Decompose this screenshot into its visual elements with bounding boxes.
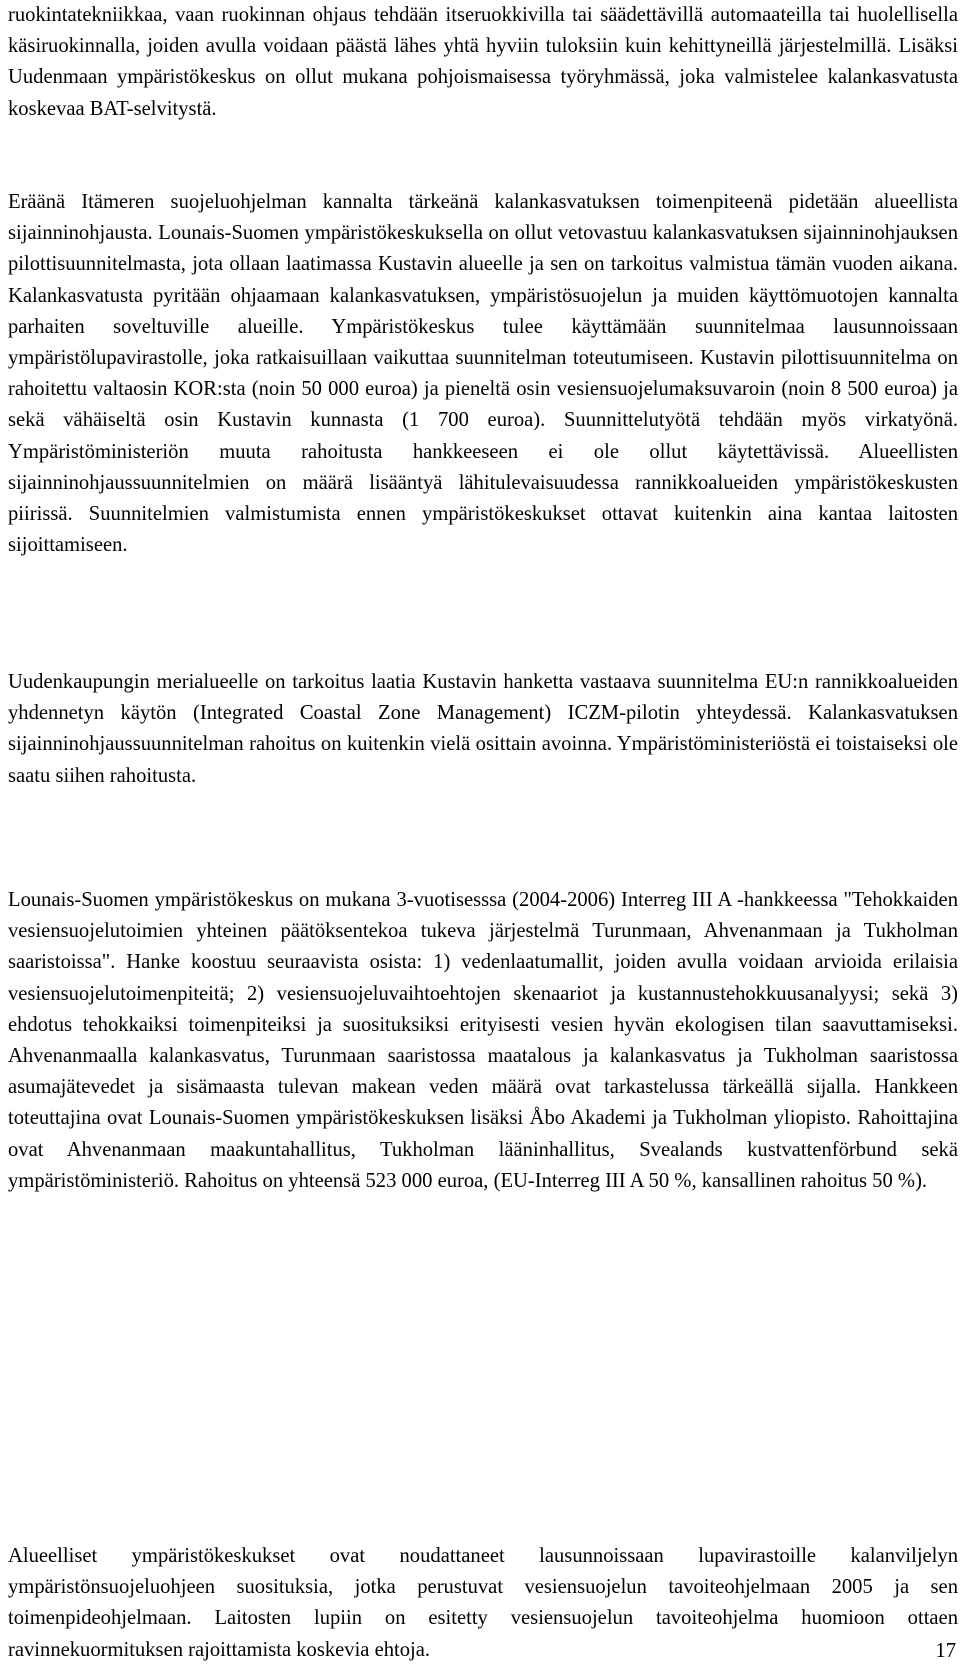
paragraph-permit-statements: Alueelliset ympäristökeskukset ovat noudattaneet lausunnoissaan lupavirastoille kalanviljelyn ympäristönsuojeluohjeen suosituksia, jotka perustuvat vesiensuojelun tavoiteohjelmaan 2005 ja sen toimenpideohjelmaan. Laitosten lupiin on esitetty vesiensuojelun tavoiteohjelma huomioon ottaen ravinnekuormituksen rajoittamista koskevia ehtoja. bbox=[8, 1545, 958, 1661]
page-number: 17 bbox=[935, 1640, 956, 1662]
paragraph-fish-feeding-automation: ruokintatekniikkaa, vaan ruokinnan ohjaus tehdään itseruokkivilla tai säädettävillä automaateilla tai huolellisella käsiruokinnalla, joiden avulla voidaan päästä lähes yhtä hyviin tuloksiin kuin kehittyneillä järjestelmillä. Lisäksi Uudenmaan ympäristökeskus on ollut mukana pohjoismaisessa työryhmässä, joka valmistelee kalankasvatusta koskevaa BAT-selvitystä. bbox=[8, 4, 958, 120]
paragraph-uusikaupunki-iczm: Uudenkaupungin merialueelle on tarkoitus laatia Kustavin hanketta vastaava suunnitelma EU:n rannikkoalueiden yhdennetyn käytön (Integrated Coastal Zone Management) ICZM-pilotin yhteydessä. Kalankasvatuksen sijainninohjaussuunnitelman rahoitus on kuitenkin vielä osittain avoinna. Ympäristöministeriöstä ei toistaiseksi ole saatu siihen rahoitusta. bbox=[8, 671, 958, 787]
paragraph-interreg-project: Lounais-Suomen ympäristökeskus on mukana 3-vuotisesssa (2004-2006) Interreg III A -hankkeessa "Tehokkaiden vesiensuojelutoimien yhteinen päätöksentekoa tukeva järjestelmä Turunmaan, Ahvenanmaan ja Tukholman saaristoissa". Hanke koostuu seuraavista osista: 1) vedenlaatumallit, joiden avulla voidaan arvioida erilaisia vesiensuojelutoimenpiteitä; 2) vesiensuojeluvaihtoehtojen skenaariot ja kustannustehokkuusanalyysi; sekä 3) ehdotus tehokkaiksi toimenpiteiksi ja suosituksiksi erityisesti vesien hyvän ekologisen tilan saavuttamiseksi. Ahvenanmaalla kalankasvatus, Turunmaan saaristossa maatalous ja kalankasvatus ja Tukholman saaristossa asumajätevedet ja sisämaasta tulevan makean veden määrä ovat tarkastelussa tärkeällä sijalla. Hankkeen toteuttajina ovat Lounais-Suomen ympäristökeskuksen lisäksi Åbo Akademi ja Tukholman yliopisto. Rahoittajina ovat Ahvenanmaan maakuntahallitus, Tukholman lääninhallitus, Svealands kustvattenförbund sekä ympäristöministeriö. Rahoitus on yhteensä 523 000 euroa, (EU-Interreg III A 50 %, kansallinen rahoitus 50 %). bbox=[8, 889, 958, 1192]
document-page bbox=[8, 0, 958, 1678]
paragraph-kustavi-siting-pilot: Eräänä Itämeren suojeluohjelman kannalta tärkeänä kalankasvatuksen toimenpiteenä pidetään alueellista sijainninohjausta. Lounais-Suomen ympäristökeskuksella on ollut vetovastuu kalankasvatuksen sijainninohjauksen pilottisuunnitelmasta, jota ollaan laatimassa Kustavin alueelle ja sen on tarkoitus valmistua tämän vuoden aikana. Kalankasvatusta pyritään ohjaamaan kalankasvatuksen, ympäristösuojelun ja muiden käyttömuotojen kannalta parhaiten soveltuville alueille. Ympäristökeskus tulee käyttämään suunnitelmaa lausunnoissaan ympäristölupavirastolle, joka ratkaisuillaan vaikuttaa suunnitelman toteutumiseen. Kustavin pilottisuunnitelma on rahoitettu valtaosin KOR:sta (noin 50 000 euroa) ja pieneltä osin vesiensuojelumaksuvaroin (noin 8 500 euroa) ja sekä vähäiseltä osin Kustavin kunnasta (1 700 euroa). Suunnittelutyötä tehdään myös virkatyönä. Ympäristöministeriön muuta rahoitusta hankkeeseen ei ole ollut käytettävissä. Alueellisten sijainninohjaussuunnitelmien on määrä lisääntyä lähitulevaisuudessa rannikkoalueiden ympäristökeskusten piirissä. Suunnitelmien valmistumista ennen ympäristökeskukset ottavat kuitenkin aina kantaa laitosten sijoittamiseen. bbox=[8, 191, 958, 557]
